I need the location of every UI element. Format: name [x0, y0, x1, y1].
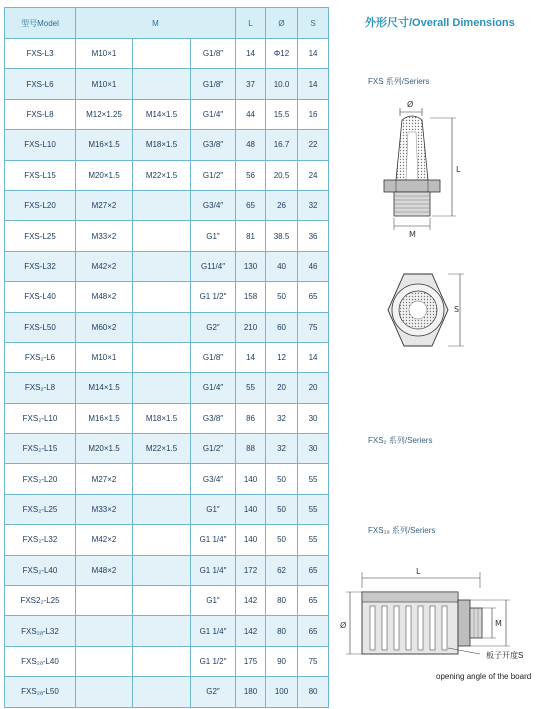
cell-L: 37: [236, 69, 266, 99]
cell-m1: M33×2: [76, 494, 133, 524]
cell-thread: G3/8″: [191, 130, 236, 160]
cell-m2: [133, 342, 191, 372]
cell-phi: 26: [266, 190, 298, 220]
cell-phi: 50: [266, 282, 298, 312]
cell-thread: G2″: [191, 312, 236, 342]
fxs-series-label: FXS 系列/Seriers: [368, 77, 430, 86]
cell-m2: M18×1.5: [133, 403, 191, 433]
cell-thread: G1/4″: [191, 373, 236, 403]
cell-m2: M14×1.5: [133, 99, 191, 129]
cell-L: 14: [236, 342, 266, 372]
cell-S: 16: [298, 99, 329, 129]
table-row: [5, 69, 329, 99]
cell-m1: M10×1: [76, 342, 133, 372]
cell-phi: 62: [266, 555, 298, 585]
cell-phi: 15.5: [266, 99, 298, 129]
cell-L: 55: [236, 373, 266, 403]
cell-model: FXS₂ₐ-L40: [5, 646, 76, 676]
table-row: [5, 312, 329, 342]
cell-L: 65: [236, 190, 266, 220]
cell-model: FXS-L40: [5, 282, 76, 312]
cell-m2: [133, 494, 191, 524]
table-row: [5, 464, 329, 494]
cell-thread: G1″: [191, 586, 236, 616]
header-l: L: [236, 8, 266, 39]
cell-m1: M27×2: [76, 464, 133, 494]
cell-L: 172: [236, 555, 266, 585]
cell-model: FXS-L50: [5, 312, 76, 342]
cell-L: 140: [236, 464, 266, 494]
cell-phi: 40: [266, 251, 298, 281]
cell-m1: M60×2: [76, 312, 133, 342]
fxs-phi-dim: Ø: [407, 100, 414, 109]
cell-S: 32: [298, 190, 329, 220]
table-row: [5, 616, 329, 646]
table-row: [5, 190, 329, 220]
cell-S: 65: [298, 555, 329, 585]
cell-m2: [133, 373, 191, 403]
cell-phi: 32: [266, 434, 298, 464]
cell-m2: [133, 39, 191, 69]
cell-thread: G1 1/2″: [191, 646, 236, 676]
cell-thread: G1/8″: [191, 342, 236, 372]
fxs2a-series-label: FXS₂ₐ 系列/Seriers: [368, 526, 436, 535]
cell-phi: 16.7: [266, 130, 298, 160]
cell-phi: 80: [266, 616, 298, 646]
cell-m1: M33×2: [76, 221, 133, 251]
cell-phi: 50: [266, 494, 298, 524]
cell-model: FXS₂-L6: [5, 342, 76, 372]
cell-m2: [133, 616, 191, 646]
cell-thread: G3/4″: [191, 464, 236, 494]
table-row: [5, 160, 329, 190]
table-row: [5, 99, 329, 129]
cell-L: 158: [236, 282, 266, 312]
cell-L: 140: [236, 494, 266, 524]
table-header-row: [5, 8, 329, 39]
cell-m1: M20×1.5: [76, 434, 133, 464]
cell-m2: [133, 586, 191, 616]
cell-S: 75: [298, 312, 329, 342]
cell-m2: [133, 525, 191, 555]
table-row: [5, 373, 329, 403]
cell-m1: [76, 586, 133, 616]
cell-L: 180: [236, 677, 266, 707]
cell-model: FXS₂-L20: [5, 464, 76, 494]
cell-m2: [133, 555, 191, 585]
cell-m2: [133, 69, 191, 99]
cell-model: FXS₂-L25: [5, 494, 76, 524]
cell-model: FXS-L8: [5, 99, 76, 129]
cell-S: 46: [298, 251, 329, 281]
cell-phi: 12: [266, 342, 298, 372]
overall-dimensions-title: 外形尺寸/Overall Dimensions: [365, 17, 515, 29]
cell-phi: 90: [266, 646, 298, 676]
cell-L: 175: [236, 646, 266, 676]
cell-phi: 80: [266, 586, 298, 616]
cell-S: 55: [298, 494, 329, 524]
cell-m2: [133, 221, 191, 251]
cell-phi: 32: [266, 403, 298, 433]
cell-model: FXS-L10: [5, 130, 76, 160]
cell-model: FXS-L3: [5, 39, 76, 69]
cell-phi: 50: [266, 464, 298, 494]
cell-L: 81: [236, 221, 266, 251]
table-row: [5, 434, 329, 464]
cell-S: 36: [298, 221, 329, 251]
cell-thread: G1 1/4″: [191, 555, 236, 585]
table-row: [5, 525, 329, 555]
table-row: [5, 282, 329, 312]
cell-m1: [76, 677, 133, 707]
cell-m1: M42×2: [76, 525, 133, 555]
cell-m1: M10×1: [76, 39, 133, 69]
cell-L: 14: [236, 39, 266, 69]
cell-L: 130: [236, 251, 266, 281]
cell-model: FXS₂ₐ-L50: [5, 677, 76, 707]
cell-thread: G3/4″: [191, 190, 236, 220]
cell-thread: G11/4″: [191, 251, 236, 281]
cell-m1: M42×2: [76, 251, 133, 281]
fxs-m-dim: M: [409, 230, 416, 239]
cell-thread: G1/8″: [191, 39, 236, 69]
cell-m1: [76, 616, 133, 646]
cell-m1: M16×1.5: [76, 403, 133, 433]
cell-L: 210: [236, 312, 266, 342]
cell-S: 75: [298, 646, 329, 676]
cell-m2: [133, 464, 191, 494]
cell-m2: [133, 646, 191, 676]
cell-phi: 10.0: [266, 69, 298, 99]
cell-L: 86: [236, 403, 266, 433]
table-row: [5, 342, 329, 372]
cell-S: 14: [298, 342, 329, 372]
cell-model: FXS₂-L15: [5, 434, 76, 464]
cell-phi: 50: [266, 525, 298, 555]
fxs-l-dim: L: [456, 165, 461, 174]
cell-thread: G1 1/4″: [191, 525, 236, 555]
table-row: [5, 555, 329, 585]
table-row: [5, 39, 329, 69]
cell-S: 65: [298, 282, 329, 312]
table-row: [5, 646, 329, 676]
table-body: [5, 39, 329, 708]
cell-m1: M27×2: [76, 190, 133, 220]
table-row: [5, 677, 329, 707]
board-opening-caption: opening angle of the board: [436, 672, 532, 681]
cell-S: 30: [298, 434, 329, 464]
cell-L: 56: [236, 160, 266, 190]
cell-S: 65: [298, 616, 329, 646]
cell-L: 140: [236, 525, 266, 555]
header-m: M: [76, 8, 236, 39]
table-row: [5, 403, 329, 433]
cell-m2: [133, 677, 191, 707]
header-model: 型号Model: [5, 8, 76, 39]
cell-thread: G1 1/4″: [191, 616, 236, 646]
cell-m1: M16×1.5: [76, 130, 133, 160]
cell-S: 65: [298, 586, 329, 616]
cell-m2: M22×1.5: [133, 160, 191, 190]
table-row: [5, 251, 329, 281]
cell-m1: [76, 646, 133, 676]
fxs-s-dim: S: [454, 305, 460, 314]
table-row: [5, 494, 329, 524]
cell-model: FXS₂-L40: [5, 555, 76, 585]
cell-L: 48: [236, 130, 266, 160]
cell-S: 55: [298, 464, 329, 494]
cell-L: 44: [236, 99, 266, 129]
cell-S: 24: [298, 160, 329, 190]
cell-model: FXS₂ₐ-L32: [5, 616, 76, 646]
header-s: S: [298, 8, 329, 39]
cell-model: FXS-L15: [5, 160, 76, 190]
cell-S: 20: [298, 373, 329, 403]
cell-S: 80: [298, 677, 329, 707]
cell-m1: M10×1: [76, 69, 133, 99]
header-phi: Ø: [266, 8, 298, 39]
cell-thread: G1/2″: [191, 434, 236, 464]
cell-thread: G1″: [191, 221, 236, 251]
fxs-side-view-drawing: [372, 92, 472, 242]
cell-model: FXS₂-L32: [5, 525, 76, 555]
fxs-hex-top-view-drawing: [378, 268, 468, 364]
fxs2a-l-dim: L: [416, 567, 421, 576]
cell-model: FXS₂-L10: [5, 403, 76, 433]
cell-m1: M20×1.5: [76, 160, 133, 190]
cell-m1: M48×2: [76, 555, 133, 585]
cell-m2: M18×1.5: [133, 130, 191, 160]
cell-model: FXS2₂-L25: [5, 586, 76, 616]
cell-model: FXS-L32: [5, 251, 76, 281]
table-row: [5, 130, 329, 160]
cell-m2: [133, 251, 191, 281]
cell-thread: G1/2″: [191, 160, 236, 190]
cell-L: 142: [236, 616, 266, 646]
table-row: [5, 221, 329, 251]
cell-m2: [133, 282, 191, 312]
cell-m2: M22×1.5: [133, 434, 191, 464]
cell-thread: G1/4″: [191, 99, 236, 129]
cell-model: FXS-L25: [5, 221, 76, 251]
fxs2-series-label: FXS₂ 系列/Seriers: [368, 436, 433, 445]
cell-S: 30: [298, 403, 329, 433]
cell-m1: M48×2: [76, 282, 133, 312]
cell-thread: G1/8″: [191, 69, 236, 99]
cell-S: 55: [298, 525, 329, 555]
cell-m1: M14×1.5: [76, 373, 133, 403]
cell-thread: G1 1/2″: [191, 282, 236, 312]
cell-model: FXS₂-L8: [5, 373, 76, 403]
cell-phi: 38.5: [266, 221, 298, 251]
spec-table: [4, 7, 329, 708]
cell-S: 14: [298, 69, 329, 99]
cell-S: 14: [298, 39, 329, 69]
board-opening-cn: 板子开度S: [486, 651, 524, 660]
cell-phi: 60: [266, 312, 298, 342]
cell-model: FXS-L20: [5, 190, 76, 220]
cell-m2: [133, 190, 191, 220]
cell-L: 142: [236, 586, 266, 616]
table-row: [5, 586, 329, 616]
fxs2a-m-dim: M: [495, 619, 502, 628]
cell-model: FXS-L6: [5, 69, 76, 99]
cell-phi: 20.5: [266, 160, 298, 190]
cell-thread: G2″: [191, 677, 236, 707]
cell-thread: G3/8″: [191, 403, 236, 433]
fxs2a-phi-dim: Ø: [340, 621, 347, 630]
cell-thread: G1″: [191, 494, 236, 524]
cell-phi: 20: [266, 373, 298, 403]
cell-phi: 100: [266, 677, 298, 707]
cell-phi: Φ12: [266, 39, 298, 69]
cell-m2: [133, 312, 191, 342]
cell-L: 88: [236, 434, 266, 464]
cell-m1: M12×1.25: [76, 99, 133, 129]
cell-S: 22: [298, 130, 329, 160]
